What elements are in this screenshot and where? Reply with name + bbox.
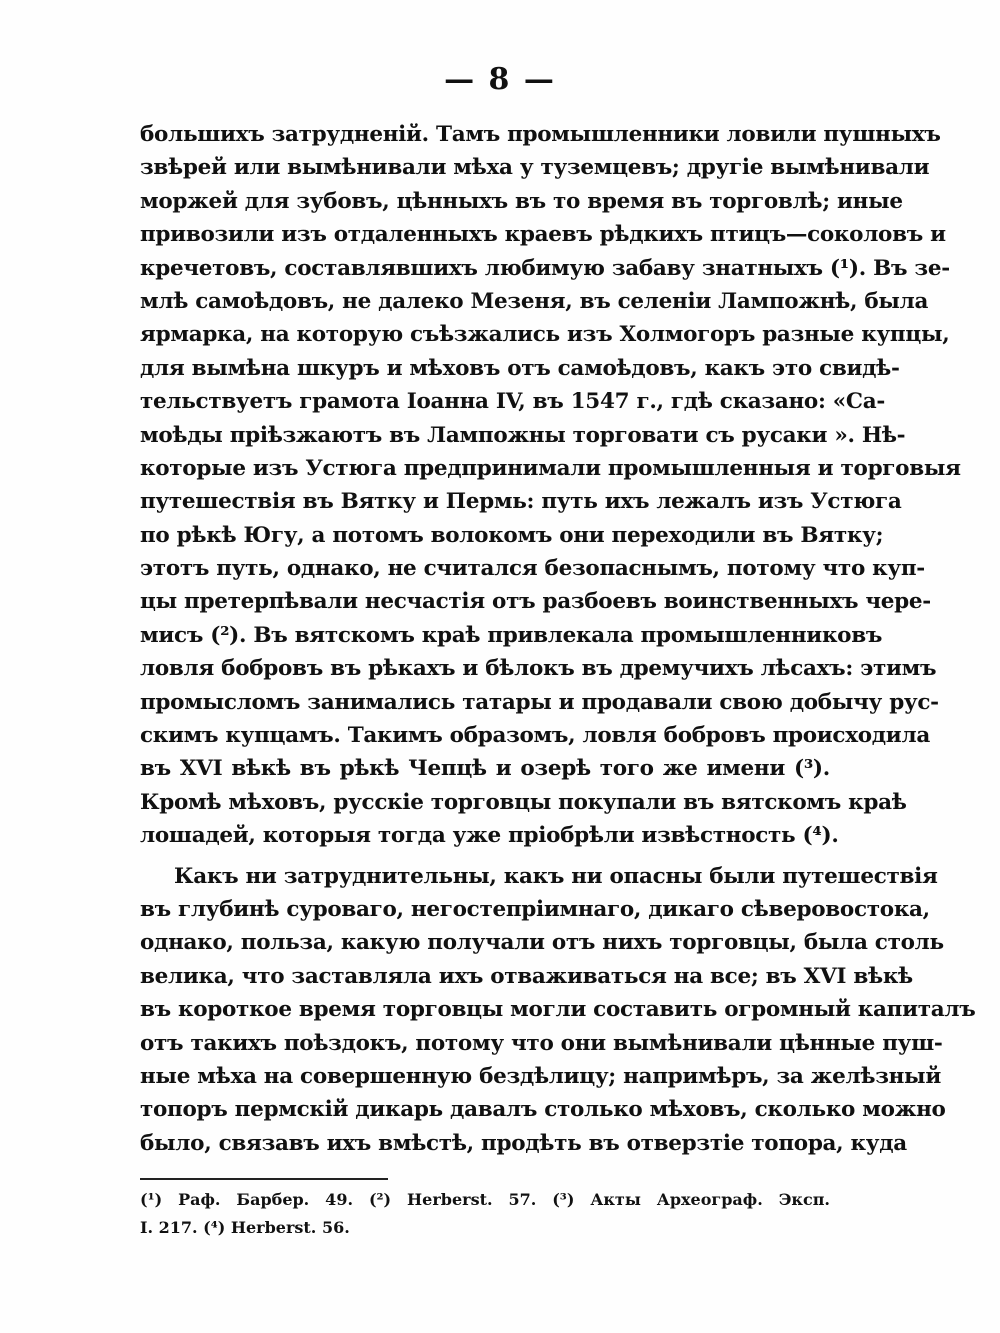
text-line: лошадей, которыя тогда уже пріобрѣли извѣстность (⁴). (140, 823, 839, 849)
text-line: однако, польза, какую получали отъ нихъ торговцы, была столь (140, 930, 944, 956)
text-line: тельствуетъ грамота Іоанна IV, въ 1547 г., гдѣ сказано: «Са- (140, 389, 885, 415)
text-line: въ XVI вѣкѣ въ рѣкѣ Чепцѣ и озерѣ того же имени (³). (140, 756, 830, 782)
text-line: топоръ пермскій дикарь давалъ столько мѣховъ, сколько можно (140, 1097, 946, 1123)
text-line: въ короткое время торговцы могли составить огромный капиталъ (140, 997, 976, 1023)
text-line: ные мѣха на совершенную бездѣлицу; напримѣръ, за желѣзный (140, 1063, 941, 1089)
text-line: кречетовъ, составлявшихъ любимую забаву знатныхъ (¹). Въ зе- (140, 255, 950, 281)
footnotes (140, 1186, 830, 1242)
text-line: большихъ затрудненій. Тамъ промышленники ловили пушныхъ (140, 122, 941, 147)
paragraph-1 (140, 118, 961, 853)
text-line: моржей для зубовъ, цѣнныхъ въ то время въ торговлѣ; иные (140, 188, 903, 214)
text-line: ярмарка, на которую съѣзжались изъ Холмогоръ разные купцы, (140, 322, 950, 348)
page-number: — 8 — (444, 62, 556, 97)
text-line: Кромѣ мѣховъ, русскіе торговцы покупали въ вятскомъ краѣ (140, 789, 907, 815)
text-line: которые изъ Устюга предпринимали промышленныя и торговыя (140, 455, 961, 481)
footnote-divider (140, 1178, 388, 1180)
text-line: звѣрей или вымѣнивали мѣха у туземцевъ; другіе вымѣнивали (140, 155, 930, 181)
text-line: этотъ путь, однако, не считался безопаснымъ, потому что куп- (140, 556, 925, 582)
text-line: скимъ купцамъ. Такимъ образомъ, ловля бобровъ происходила (140, 723, 930, 749)
text-line: промысломъ занимались татары и продавали свою добычу рус- (140, 689, 939, 715)
text-line: для вымѣна шкуръ и мѣховъ отъ самоѣдовъ, какъ это свидѣ- (140, 355, 900, 381)
text-line: млѣ самоѣдовъ, не далеко Мезеня, въ селеніи Лампожнѣ, была (140, 288, 929, 314)
text-line: путешествія въ Вятку и Пермь: путь ихъ лежалъ изъ Устюга (140, 489, 902, 515)
paragraph-2 (140, 860, 976, 1161)
text-line: мисъ (²). Въ вятскомъ краѣ привлекала промышленниковъ (140, 622, 883, 648)
text-line: въ глубинѣ суроваго, негостепріимнаго, дикаго сѣверовостока, (140, 896, 930, 922)
text-line: по рѣкѣ Югу, а потомъ волокомъ они переходили въ Вятку; (140, 522, 884, 548)
text-line: моѣды пріѣзжаютъ въ Лампожны торговати съ русаки ». Нѣ- (140, 422, 906, 448)
text-line: отъ такихъ поѣздокъ, потому что они вымѣнивали цѣнные пуш- (140, 1030, 943, 1056)
text-line: ловля бобровъ въ рѣкахъ и бѣлокъ въ дремучихъ лѣсахъ: этимъ (140, 656, 937, 682)
paragraph-gap (140, 853, 830, 860)
footnote-line: I. 217. (⁴) Herberst. 56. (140, 1218, 350, 1237)
footnote-line: (¹) Раф. Барбер. 49. (²) Herberst. 57. (³) Акты Археограф. Эксп. (140, 1190, 830, 1209)
text-line: Какъ ни затруднительны, какъ ни опасны были путешествія (174, 863, 938, 889)
text-line: цы претерпѣвали несчастія отъ разбоевъ воинственныхъ чере- (140, 589, 931, 615)
text-line: было, связавъ ихъ вмѣстѣ, продѣть въ отверзтіе топора, куда (140, 1130, 907, 1156)
text-line: велика, что заставляла ихъ отваживаться на все; въ XVI вѣкѣ (140, 963, 913, 989)
text-line: привозили изъ отдаленныхъ краевъ рѣдкихъ птицъ—соколовъ и (140, 222, 946, 248)
body-text (140, 118, 976, 1160)
